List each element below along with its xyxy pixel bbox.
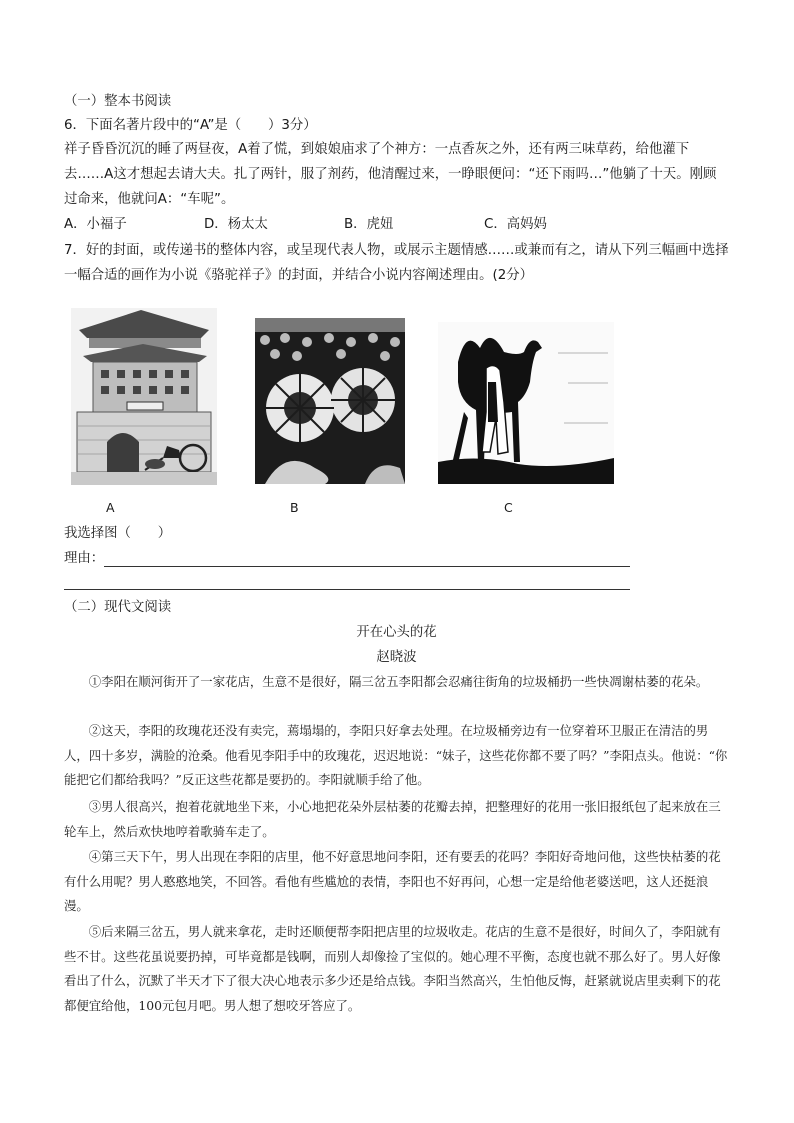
article-paragraph-4: ④第三天下午，男人出现在李阳的店里，他不好意思地问李阳，还有要丢的花吗？李阳好奇地问他，这些快枯萎的花有什么用呢？男人憨憨地笑，不回答。看他有些尴尬的表情，李阳也不好再问，心想一定是给他老婆送吧，这人还挺浪漫。 [64, 849, 721, 913]
article-paragraph-1: ①李阳在顺河街开了一家花店，生意不是很好，隔三岔五李阳都会忍痛往街角的垃圾桶扔一些快凋谢枯萎的花朵。 [88, 674, 709, 689]
question-6-option-c: C．高妈妈 [484, 217, 547, 232]
section-heading-modern-reading: （二）现代文阅读 [64, 600, 172, 615]
figure-c-camel [438, 322, 614, 484]
sunflowers-drawing [255, 318, 405, 484]
article-paragraph-3: ③男人很高兴，抱着花就地坐下来，小心地把花朵外层枯萎的花瓣去掉，把整理好的花用一张旧报纸包了起来放在三轮车上，然后欢快地哼着歌骑车走了。 [64, 799, 721, 839]
city-gate-drawing [71, 308, 217, 485]
article-paragraph-2: ②这天，李阳的玫瑰花还没有卖完，蔫塌塌的，李阳只好拿去处理。在垃圾桶旁边有一位穿着环卫服正在清洁的男人，四十多岁，满脸的沧桑。他看见李阳手中的玫瑰花，迟迟地说：“妹子，这些花你都不要了吗？”李阳点头。他说：“你能把它们都给我吗？”反正这些花都是要扔的。李阳就顺手给了他。 [64, 723, 728, 787]
camel-drawing [438, 322, 614, 484]
reason-answer-line-2[interactable] [64, 589, 630, 590]
question-6-passage: 祥子昏昏沉沉的睡了两昼夜，A着了慌，到娘娘庙求了个神方：一点香灰之外，还有两三味草药，给他灌下去……A这才想起去请大夫。扎了两针，服了剂药，他清醒过来，一睁眼便问：“还下雨吗…”他躺了十天。刚顾过命来，他就问A：“车呢”。 [64, 142, 717, 207]
article-author: 赵晓波 [376, 650, 417, 665]
article-title: 开在心头的花 [356, 625, 437, 640]
reason-label: 理由： [64, 551, 105, 566]
reason-answer-line-1[interactable] [104, 566, 630, 567]
choose-figure-prompt: 我选择图（ ） [64, 526, 172, 541]
figure-c-label: C [504, 500, 513, 515]
question-6-stem: 6．下面名著片段中的“A”是（ ）3分） [64, 118, 317, 133]
question-6-option-a: A．小福子 [64, 217, 127, 232]
question-7-stem: 7．好的封面，或传递书的整体内容，或呈现代表人物，或展示主题情感……或兼而有之，请从下列三幅画中选择一幅合适的画作为小说《骆驼祥子》的封面，并结合小说内容阐述理由。(2分） [64, 243, 729, 283]
figure-a-label: A [106, 500, 115, 515]
figure-a-city-gate [71, 308, 217, 485]
article-paragraph-5: ⑤后来隔三岔五，男人就来拿花，走时还顺便帮李阳把店里的垃圾收走。花店的生意不是很好，时间久了，李阳就有些不甘。这些花虽说要扔掉，可毕竟都是钱啊，而别人却像捡了宝似的。她心理不平衡，态度也就不那么好了。男人好像看出了什么，沉默了半天才下了很大决心地表示多少还是给点钱。李阳当然高兴，生怕他反悔，赶紧就说店里卖剩下的花都便宜给他，100元包月吧。男人想了想咬牙答应了。 [64, 924, 721, 1013]
question-6-option-b: B．虎妞 [344, 217, 394, 232]
section-heading-whole-book: （一）整本书阅读 [64, 94, 172, 109]
question-6-option-d: D．杨太太 [204, 217, 268, 232]
figure-b-label: B [290, 500, 299, 515]
figure-b-sunflowers [255, 318, 405, 484]
